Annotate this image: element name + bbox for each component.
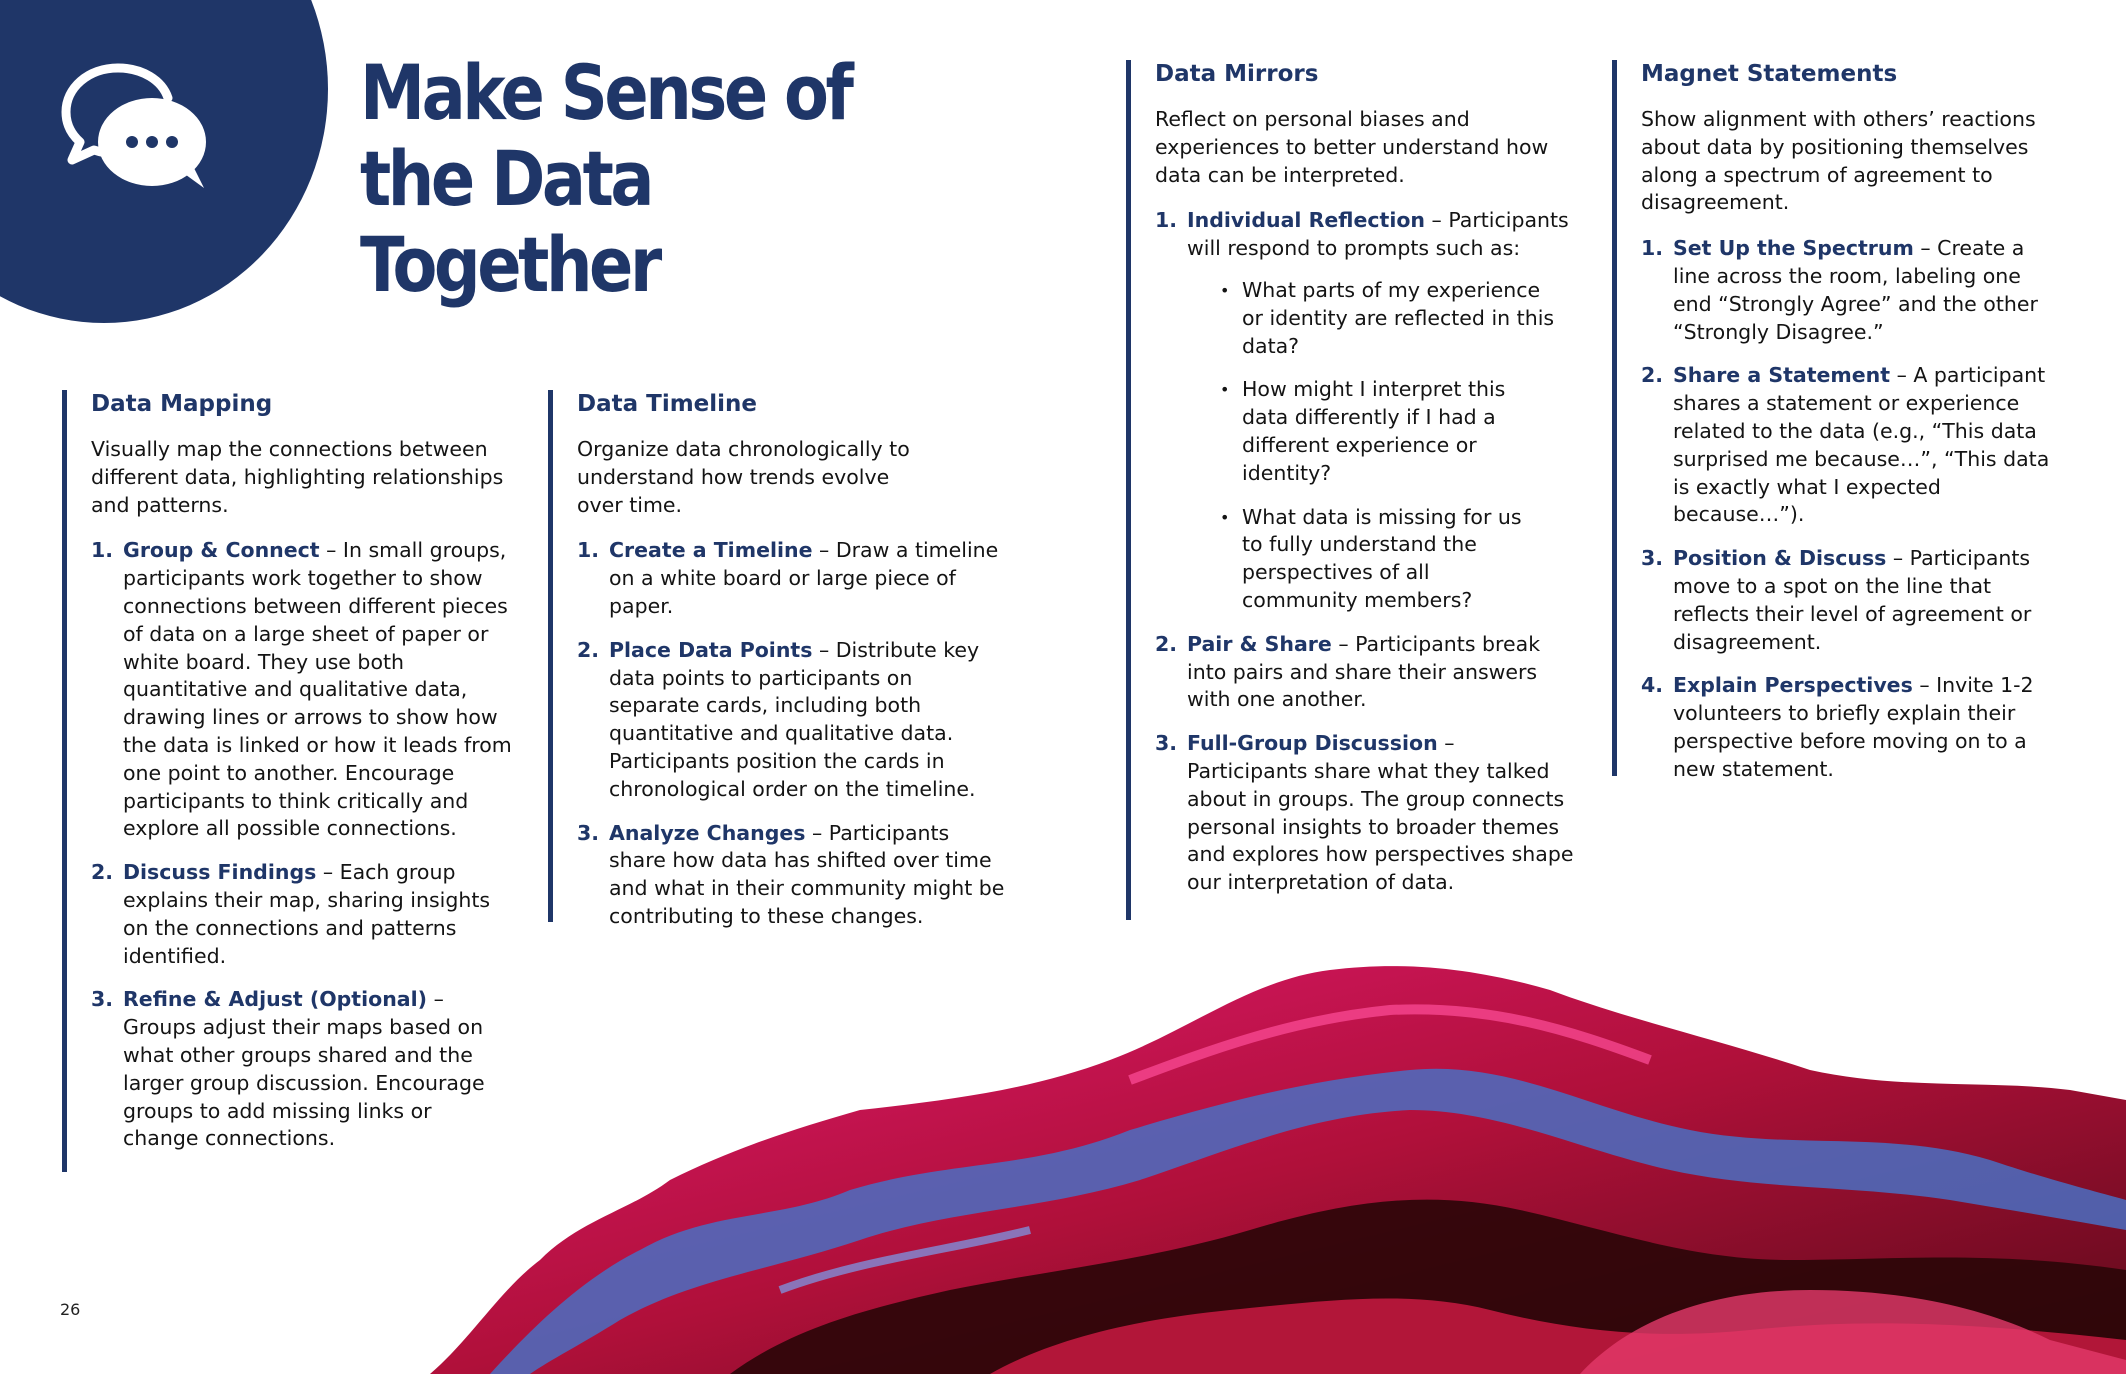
section-heading: Magnet Statements [1641,61,1898,87]
section-heading: Data Mirrors [1155,61,1319,87]
step-text: – Participants share how data has shifted over time and what in their community might be contributing to these changes. [609,820,1005,928]
step-number: 2. [91,860,114,885]
step-term: Share a Statement [1673,363,1891,388]
step-text: – Groups adjust their maps based on what other groups shared and the larger group discussion. Encourage groups to add missing links or change connections. [123,987,485,1151]
list-item [577,637,1008,804]
step-number: 2. [1155,631,1178,656]
step-text: – Participants will respond to prompts such as: [1187,208,1569,261]
step-text: – Participants break into pairs and share their answers with one another. [1187,631,1541,712]
step-number: 1. [91,538,114,563]
fluid-art-image [430,960,2126,1374]
section-intro: Organize data chronologically to understand how trends evolve over time. [577,437,910,517]
steps-list [1155,207,1576,897]
section-heading: Data Timeline [577,391,758,417]
prompt-list [1187,277,1576,615]
step-term: Explain Perspectives [1673,673,1913,698]
step-text: – In small groups, participants work together to show connections between different pieces of data on a large sheet of paper or white board. They use both quantitative and qualitative data, drawing lines or arrows to show how the data is linked or how it leads from one point to another. Encourage participants to think critically and explore all possible connections. [123,538,512,841]
step-term: Place Data Points [609,637,813,662]
step-text: – Distribute key data points to participants on separate cards, including both quantitative and qualitative data. Participants position the cards in chronological order on the timeline. [609,637,980,801]
step-number: 1. [577,538,600,563]
step-term: Individual Reflection [1187,208,1426,233]
data-mirrors-column [1126,60,1576,920]
step-term: Full-Group Discussion [1187,731,1438,756]
step-term: Refine & Adjust (Optional) [123,987,428,1012]
list-item [1155,631,1576,714]
speech-bubbles-icon [58,60,214,194]
step-number: 3. [577,820,600,845]
step-number: 3. [91,987,114,1012]
step-text: – A participant shares a statement or experience related to the data (e.g., “This data surprised me because…”, “This data is exactly what I expected because…”). [1673,363,2050,527]
prompt-item: • What parts of my experience or identity are reflected in this data? [1242,277,1562,360]
step-number: 3. [1155,731,1178,756]
list-item [577,820,1008,931]
step-number: 1. [1641,236,1664,261]
step-term: Discuss Findings [123,860,317,885]
step-text: – Draw a timeline on a white board or large piece of paper. [609,538,999,618]
page-number: 26 [60,1300,81,1319]
steps-list [577,537,1008,930]
step-term: Create a Timeline [609,538,813,563]
step-term: Group & Connect [123,538,320,563]
step-text: – Each group explains their map, sharing insights on the connections and patterns identified. [123,860,491,968]
step-number: 4. [1641,673,1664,698]
magnet-statements-column [1612,60,2062,781]
step-text: – Participants move to a spot on the line that reflects their level of agreement or disagreement. [1673,546,2032,654]
list-item [1641,362,2062,529]
data-timeline-column [548,390,1008,928]
section-intro: Show alignment with others’ reactions about data by positioning themselves along a spectrum of agreement to disagreement. [1641,107,2036,215]
prompt-item: • How might I interpret this data differently if I had a different experience or identity? [1242,376,1532,487]
section-intro: Reflect on personal biases and experiences to better understand how data can be interpreted. [1155,107,1549,187]
list-item [1155,730,1576,897]
step-text: – Create a line across the room, labeling one end “Strongly Agree” and the other “Strongly Disagree.” [1673,236,2038,344]
step-text: – Participants share what they talked about in groups. The group connects personal insights to broader themes and explores how perspectives shape our interpretation of data. [1187,731,1574,895]
section-intro: Visually map the connections between different data, highlighting relationships and patterns. [91,437,504,517]
step-number: 1. [1155,208,1178,233]
step-number: 2. [1641,363,1664,388]
step-term: Pair & Share [1187,631,1332,656]
list-item [1641,545,2062,656]
step-number: 3. [1641,546,1664,571]
page-title: Make Sense of the Data Together [360,48,851,309]
list-item [91,537,512,843]
list-item [1641,672,2062,783]
section-heading: Data Mapping [91,391,273,417]
prompt-item: • What data is missing for us to fully understand the perspectives of all community members? [1242,504,1542,615]
step-term: Set Up the Spectrum [1673,236,1914,261]
list-item [1641,235,2062,346]
step-number: 2. [577,637,600,662]
step-text: – Invite 1-2 volunteers to briefly explain their perspective before moving on to a new statement. [1673,673,2034,781]
list-item [1155,207,1576,614]
steps-list [1641,235,2062,783]
list-item [577,537,1008,620]
step-term: Position & Discuss [1673,546,1887,571]
step-term: Analyze Changes [609,820,806,845]
list-item [91,859,512,970]
